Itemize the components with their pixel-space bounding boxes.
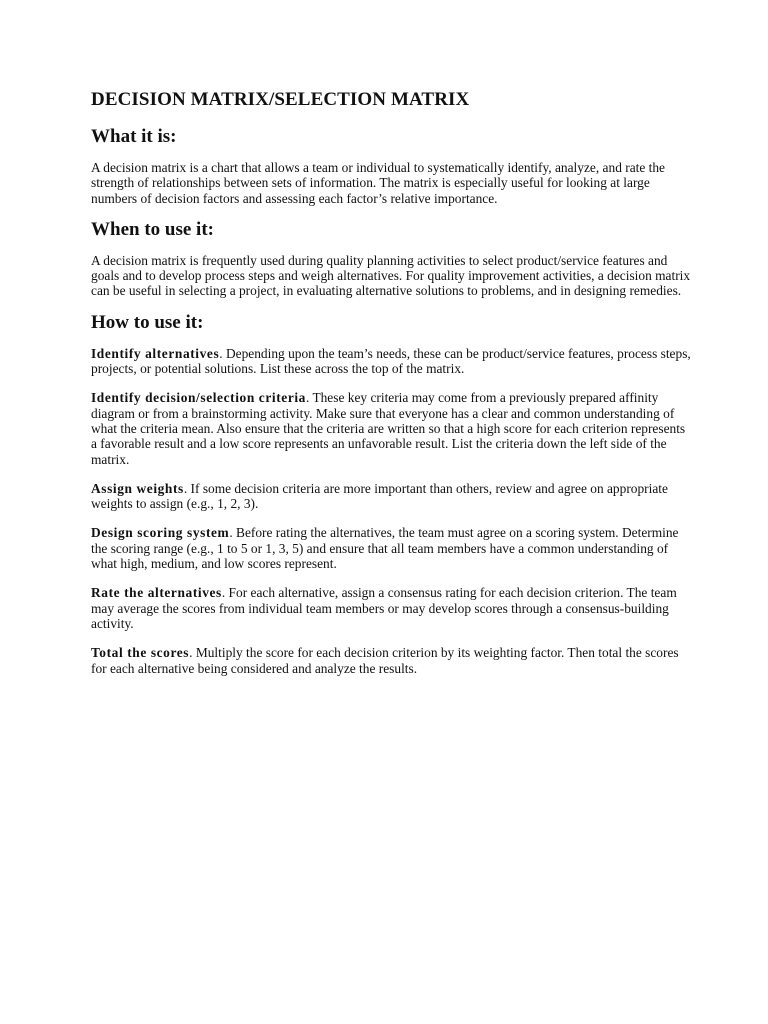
when-to-use-heading: When to use it: [91, 218, 214, 240]
step-text: . If some decision criteria are more important than others, review and agree on appropriate weights to assign (e.g., 1, 2, 3). [91, 480, 668, 512]
step-term: Design scoring system [91, 525, 230, 541]
what-it-is-paragraph: A decision matrix is a chart that allows a team or individual to systematically identify, analyze, and rate the strength of relationships between sets of information. The matrix is especially useful for looking at large numbers of decision factors and assessing each factor’s relative importance. [91, 160, 666, 206]
step-text: . For each alternative, assign a consensus rating for each decision criterion. The team may average the scores from individual team members or may develop scores through a consensus-building activity. [91, 585, 677, 631]
step-term: Assign weights [91, 480, 184, 496]
what-it-is-heading: What it is: [91, 126, 177, 147]
when-to-use-paragraph: A decision matrix is frequently used during quality planning activities to select product/service features and goals and to develop process steps and weigh alternatives. For quality improvement activities, a decision matrix can be useful in selecting a project, in evaluating alternative solutions to problems, and in designing remedies. [91, 252, 691, 299]
step-text: . These key criteria may come from a previously prepared affinity diagram or from a brainstorming activity. Make sure that everyone has a clear and common understanding of what the criteria mean. Also ensure that the criteria are written so that a high score for each criterion represents a favorable result and a low score represents an unfavorable result. List the criteria down the left side of the matrix. [91, 390, 686, 467]
step-total-scores [91, 645, 691, 676]
step-text: . Depending upon the team’s needs, these can be product/service features, process steps, projects, or potential solutions. List these across the top of the matrix. [91, 345, 691, 377]
document-page [91, 89, 691, 690]
step-assign-weights [91, 481, 691, 512]
step-text: . Before rating the alternatives, the team must agree on a scoring system. Determine the scoring range (e.g., 1 to 5 or 1, 3, 5) and ensure that all team members have a common understanding of what high, medium, and low scores represent. [91, 525, 679, 572]
step-term: Rate the alternatives [91, 585, 222, 601]
step-rate-alternatives [91, 585, 691, 631]
step-identify-criteria [91, 390, 691, 466]
step-identify-alternatives [91, 346, 691, 377]
step-term: Identify alternatives [91, 345, 220, 361]
step-term: Identify decision/selection criteria [91, 390, 306, 406]
step-design-scoring [91, 525, 691, 571]
step-term: Total the scores [91, 645, 190, 661]
document-title: DECISION MATRIX/SELECTION MATRIX [91, 89, 470, 110]
step-text: . Multiply the score for each decision criterion by its weighting factor. Then total the scores for each alternative being considered and analyze the results. [91, 645, 679, 676]
how-to-use-heading: How to use it: [91, 311, 204, 333]
